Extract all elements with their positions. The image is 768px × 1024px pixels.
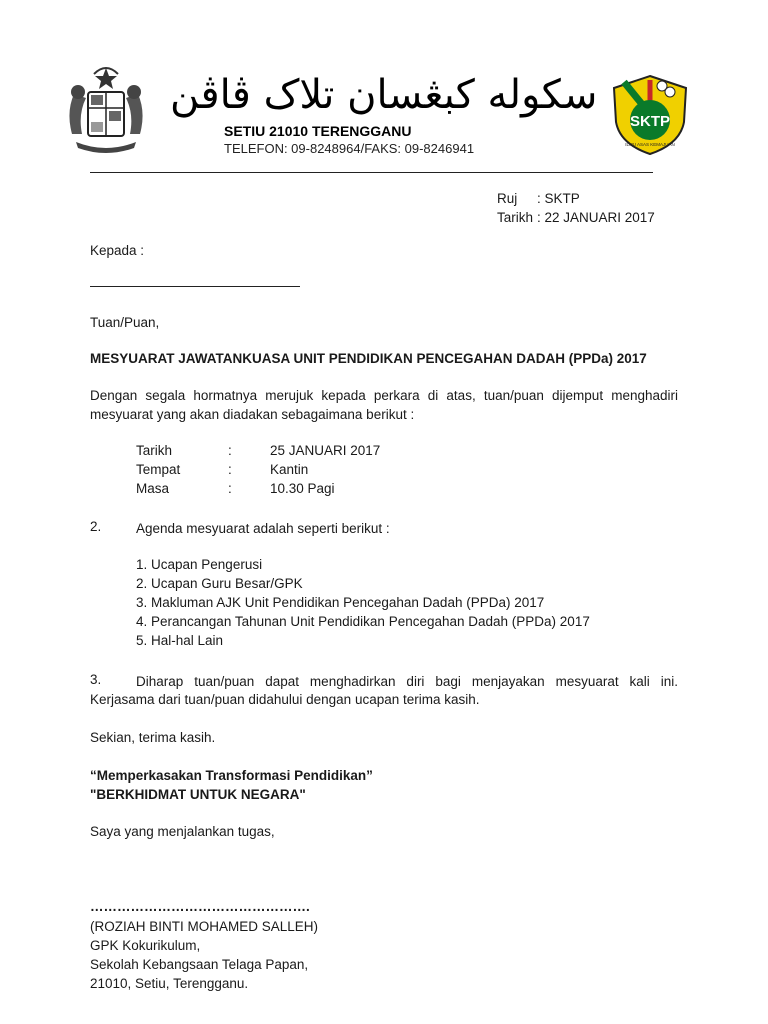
school-phone-fax: TELEFON: 09-8248964/FAKS: 09-8246941 bbox=[224, 141, 475, 156]
header-divider bbox=[90, 172, 653, 173]
detail-label: Tarikh bbox=[136, 443, 173, 458]
section-2-number: 2. bbox=[90, 519, 102, 534]
detail-row bbox=[136, 443, 380, 458]
intro-line-1: Dengan segala hormatnya merujuk kepada perkara di atas, tuan/puan dijemput menghadiri bbox=[90, 388, 678, 403]
signatory-position: GPK Kokurikulum, bbox=[90, 938, 201, 953]
signatory-location: 21010, Setiu, Terengganu. bbox=[90, 976, 249, 991]
ruj-label: Ruj bbox=[497, 191, 518, 206]
closing: Sekian, terima kasih. bbox=[90, 730, 216, 745]
duty-statement: Saya yang menjalankan tugas, bbox=[90, 824, 275, 839]
detail-value: 10.30 Pagi bbox=[270, 481, 335, 496]
letter-subject: MESYUARAT JAWATANKUASA UNIT PENDIDIKAN PENCEGAHAN DADAH (PPDa) 2017 bbox=[90, 351, 647, 366]
signature-dots: …………………………………………. bbox=[90, 899, 310, 914]
detail-label: Masa bbox=[136, 481, 170, 496]
sktp-school-logo-icon bbox=[610, 74, 690, 156]
detail-value: 25 JANUARI 2017 bbox=[270, 443, 381, 458]
section-3-line-1: Diharap tuan/puan dapat menghadirkan diri bagi menjayakan mesyuarat kali ini. bbox=[136, 674, 678, 689]
tarikh-value: : 22 JANUARI 2017 bbox=[537, 210, 655, 225]
logo-text: SKTP bbox=[629, 113, 671, 130]
detail-row bbox=[136, 462, 308, 477]
recipient-label: Kepada : bbox=[90, 243, 145, 258]
section-2-text: Agenda mesyuarat adalah seperti berikut : bbox=[136, 521, 390, 536]
intro-line-2: mesyuarat yang akan diadakan sebagaimana berikut : bbox=[90, 407, 415, 422]
logo-motto: ILMU ASAS KEMAJUAN bbox=[625, 142, 675, 147]
reference-ruj bbox=[497, 191, 580, 206]
salutation: Tuan/Puan, bbox=[90, 315, 160, 330]
school-name-jawi: سکوله کبڠسان تلاک ڤاڤن bbox=[170, 72, 598, 118]
malaysia-coat-of-arms-icon bbox=[60, 64, 152, 154]
ruj-value: : SKTP bbox=[537, 191, 580, 206]
signatory-school: Sekolah Kebangsaan Telaga Papan, bbox=[90, 957, 309, 972]
detail-colon: : bbox=[228, 481, 232, 496]
detail-value: Kantin bbox=[270, 462, 309, 477]
detail-colon: : bbox=[228, 443, 232, 458]
detail-colon: : bbox=[228, 462, 232, 477]
recipient-blank-line bbox=[90, 286, 300, 287]
agenda-item: 5. Hal-hal Lain bbox=[136, 633, 224, 648]
agenda-item: 2. Ucapan Guru Besar/GPK bbox=[136, 576, 303, 591]
detail-label: Tempat bbox=[136, 462, 181, 477]
signatory-name: (ROZIAH BINTI MOHAMED SALLEH) bbox=[90, 919, 319, 934]
school-address: SETIU 21010 TERENGGANU bbox=[224, 123, 412, 139]
motto-line-1: “Memperkasakan Transformasi Pendidikan” bbox=[90, 768, 373, 783]
agenda-item: 4. Perancangan Tahunan Unit Pendidikan Pencegahan Dadah (PPDa) 2017 bbox=[136, 614, 590, 629]
reference-tarikh bbox=[497, 210, 655, 225]
section-3-line-2: Kerjasama dari tuan/puan didahului dengan ucapan terima kasih. bbox=[90, 692, 480, 707]
section-3-number: 3. bbox=[90, 672, 102, 687]
agenda-item: 3. Makluman AJK Unit Pendidikan Pencegahan Dadah (PPDa) 2017 bbox=[136, 595, 545, 610]
tarikh-label: Tarikh bbox=[497, 210, 534, 225]
detail-row bbox=[136, 481, 335, 496]
motto-line-2: "BERKHIDMAT UNTUK NEGARA" bbox=[90, 787, 306, 802]
agenda-item: 1. Ucapan Pengerusi bbox=[136, 557, 263, 572]
